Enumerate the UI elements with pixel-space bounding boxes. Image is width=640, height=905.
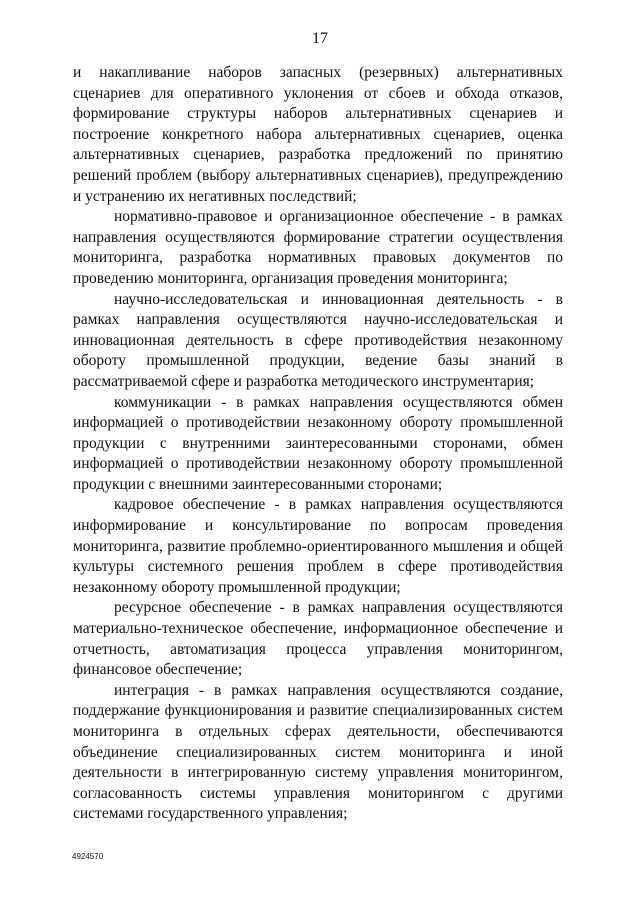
paragraph-staffing: кадровое обеспечение - в рамках направления осуществляются информирование и консультирование по вопросам проведения мониторинга, развитие проблемно-ориентированного мышления и общей культуры системного решения проблем в сфере противодействия незаконному обороту промышленной продукции; [73, 496, 563, 596]
document-code: 4924570 [72, 852, 104, 861]
paragraph-research-innovation: научно-исследовательская и инновационная деятельность - в рамках направления осуществляются научно-исследовательская и инновационная деятельность в сфере противодействия незаконному обороту промышленной продукции, ведение базы знаний в рассматриваемой сфере и разработка методического инструментария; [73, 290, 563, 390]
page-number: 17 [312, 30, 328, 47]
paragraph-regulatory-support: нормативно-правовое и организационное обеспечение - в рамках направления осуществляются формирование стратегии осуществления мониторинга, разработка нормативных правовых документов по проведению мониторинга, организация проведения мониторинга; [73, 208, 563, 287]
paragraph-communications: коммуникации - в рамках направления осуществляются обмен информацией о противодействии незаконному обороту промышленной продукции с внутренними заинтересованными сторонами, обмен информацией о противодействии незаконному обороту промышленной продукции с внешними заинтересованными сторонами; [73, 393, 563, 493]
paragraph-resource-support: ресурсное обеспечение - в рамках направления осуществляются материально-техническое обеспечение, информационное обеспечение и отчетность, автоматизация процесса управления мониторингом, финансовое обеспечение; [73, 599, 563, 679]
paragraph-integration: интеграция - в рамках направления осуществляются создание, поддержание функционирования и развитие специализированных систем мониторинга в отдельных сферах деятельности, обеспечиваются объединение специализированных систем мониторинга и иной деятельности в интегрированную систему управления мониторингом, согласованность системы управления мониторингом с другими системами государственного управления; [73, 681, 563, 823]
paragraph-continuation: и накапливание наборов запасных (резервных) альтернативных сценариев для оперативного уклонения от сбоев и обхода отказов, формирование структуры наборов альтернативных сценариев и построение конкретного набора альтернативных сценариев, оценка альтернативных сценариев, разработка предложений по принятию решений проблем (выбору альтернативных сценариев), предупреждению и устранению их негативных последствий; [73, 64, 563, 205]
body-text [73, 63, 563, 825]
